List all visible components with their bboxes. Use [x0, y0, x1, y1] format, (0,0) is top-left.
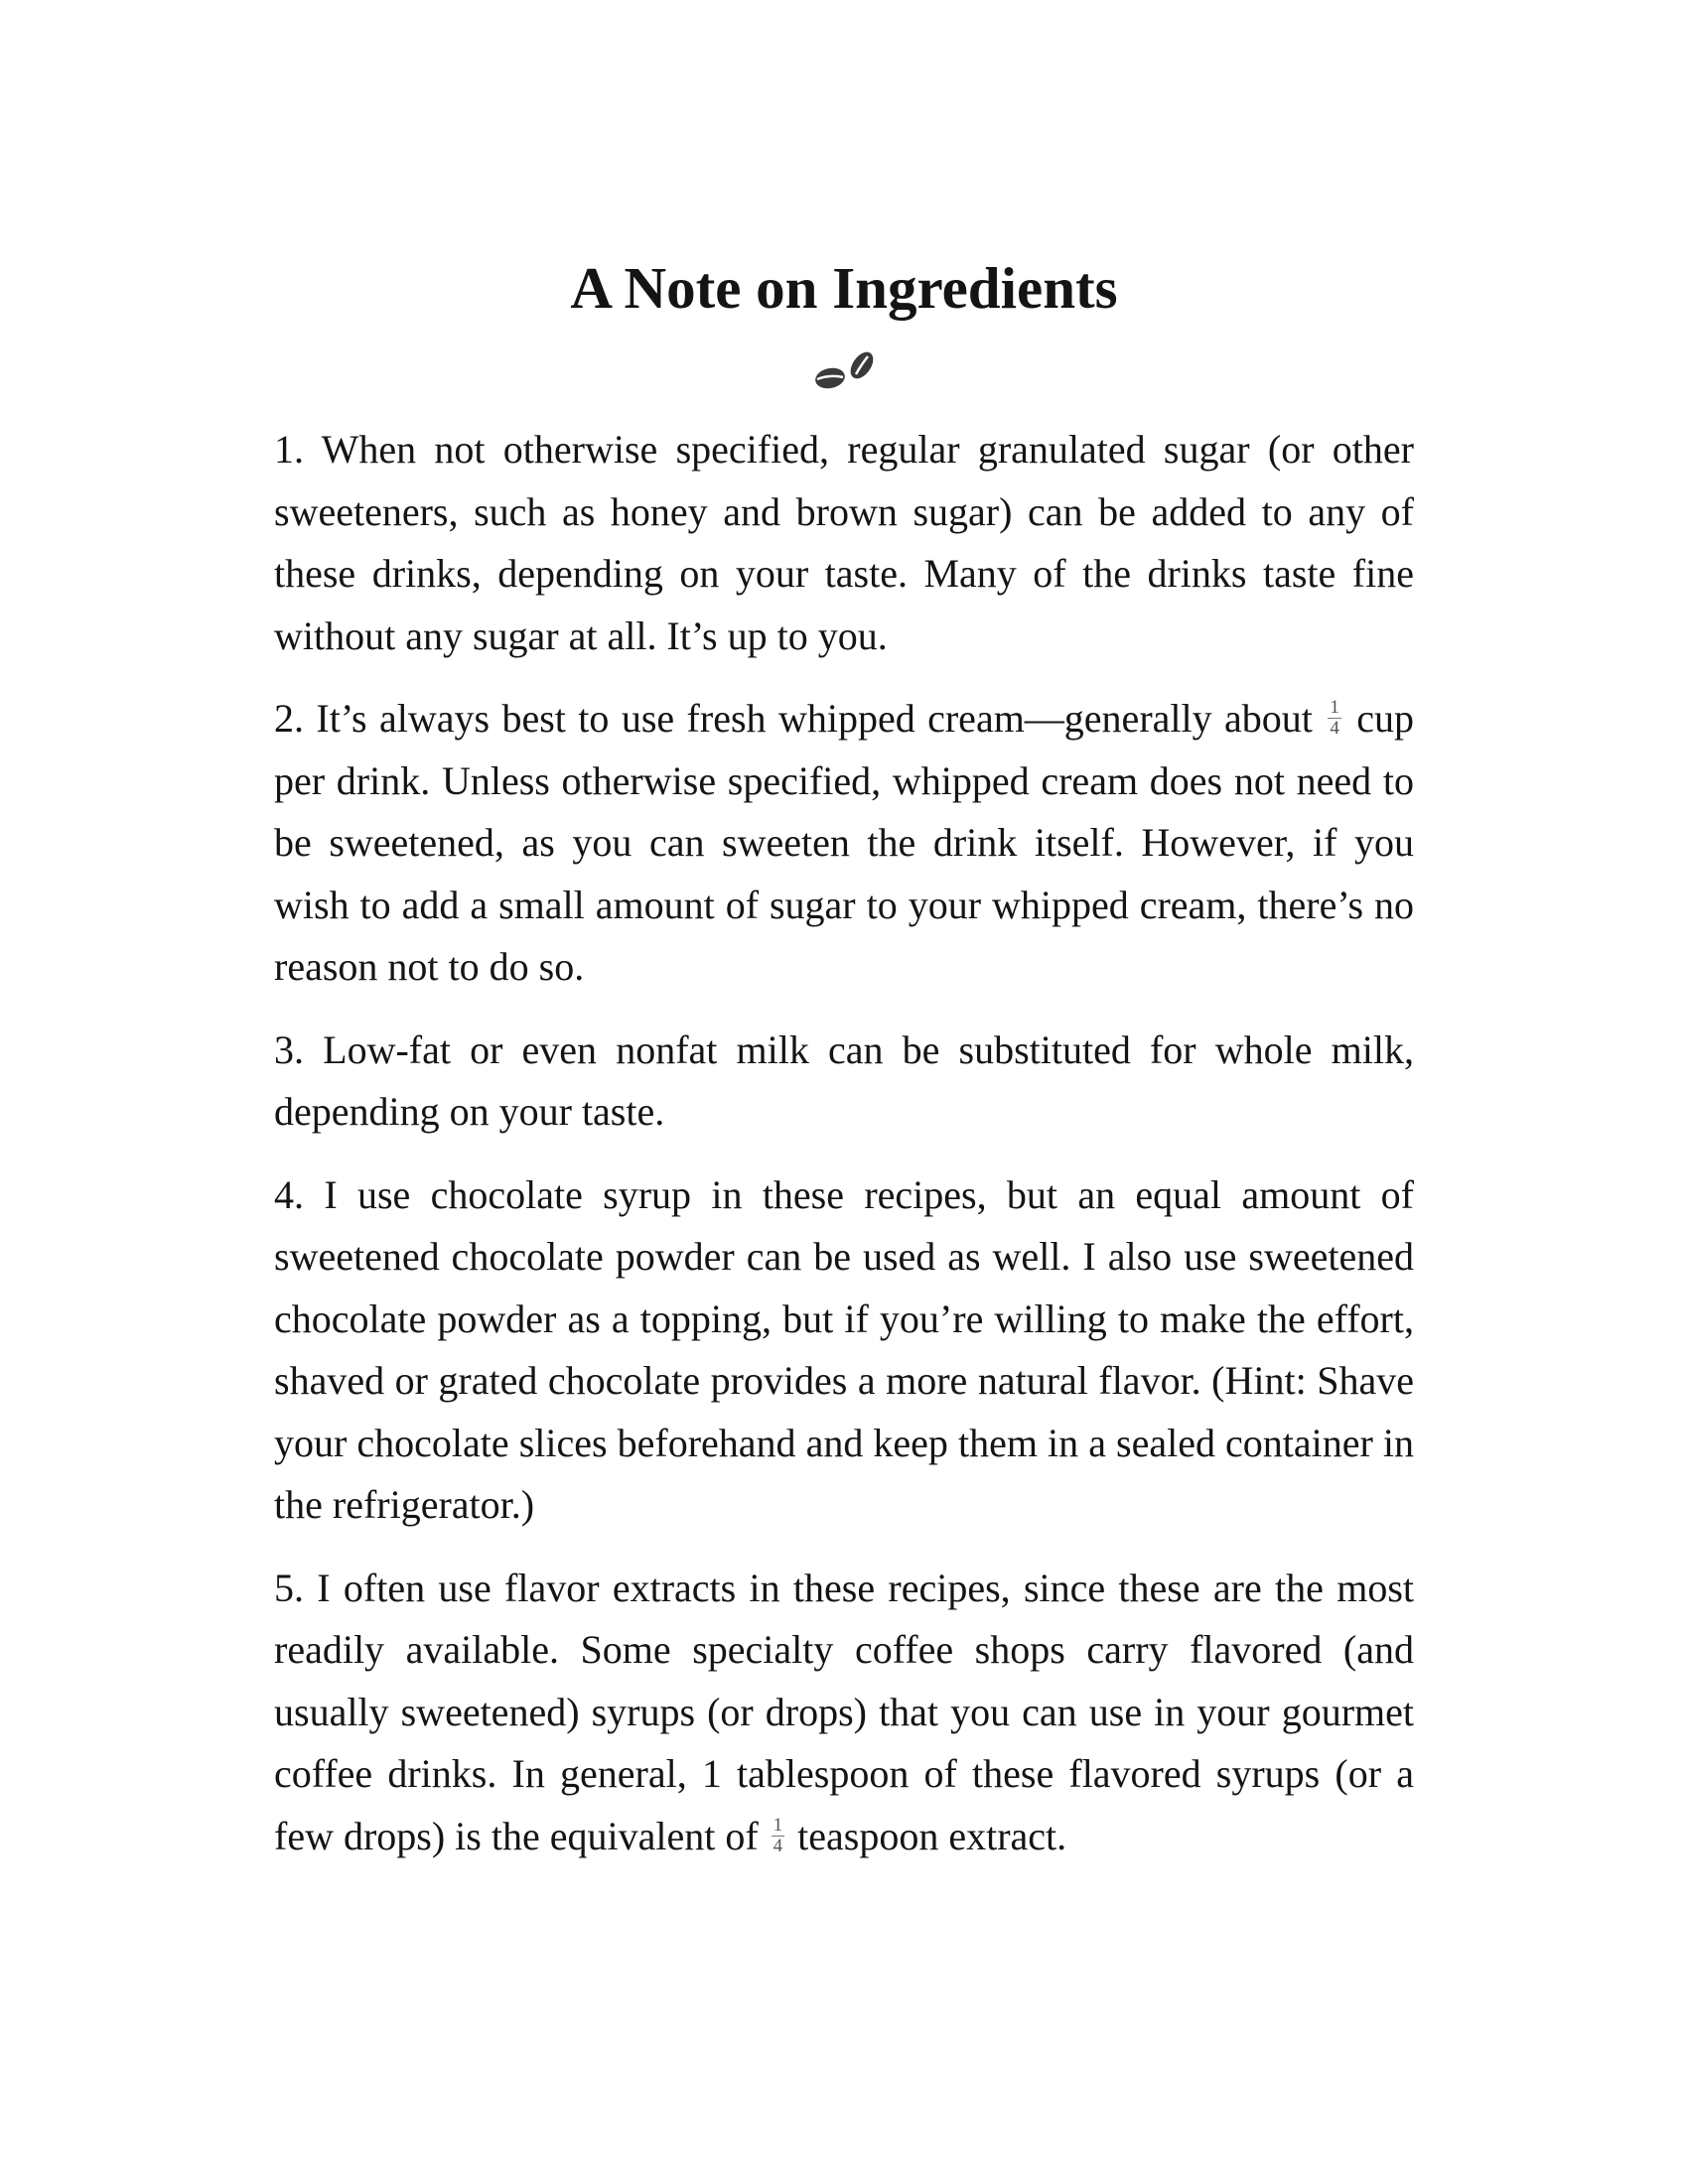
note-2-text-after: cup per drink. Unless otherwise specified, whipped cream does not need to be sweetened, as you can sweeten the drink itself. However, if you wish to add a small amount of sugar to your whipped cream, there’s no reason not to do so. [274, 696, 1414, 989]
page-title: A Note on Ingredients [570, 255, 1118, 321]
note-paragraph-5 [274, 1558, 1414, 1868]
page [274, 248, 1414, 1888]
note-5-text-after: teaspoon extract. [787, 1813, 1067, 1858]
ingredients-notes [274, 419, 1414, 1867]
note-2-text-before: 2. It’s always best to use fresh whipped cream—generally about [274, 696, 1326, 741]
fraction-one-quarter [772, 1816, 785, 1856]
note-paragraph-2 [274, 688, 1414, 999]
fraction-denominator: 4 [1330, 718, 1339, 740]
note-paragraph-3: 3. Low-fat or even nonfat milk can be substituted for whole milk, depending on your taste. [274, 1026, 1414, 1134]
coffee-beans-icon [794, 341, 894, 401]
note-5-text-before: 5. I often use flavor extracts in these recipes, since these are the most readily available. Some specialty coffee shops carry flavored (and usually sweetened) syrups (or drops) that you can use in your gourmet coffee drinks. In general, 1 tablespoon of these flavored syrups (or a few drops) is the equivalent of [274, 1565, 1414, 1858]
fraction-numerator: 1 [1330, 697, 1339, 719]
note-paragraph-1: 1. When not otherwise specified, regular granulated sugar (or other sweeteners, such as honey and brown sugar) can be added to any of these drinks, depending on your taste. Many of the drinks taste fine without any sugar at all. It’s up to you. [274, 427, 1414, 658]
fraction-one-quarter [1328, 698, 1341, 739]
coffee-bean-right [846, 348, 878, 383]
fraction-numerator: 1 [773, 1814, 783, 1836]
coffee-bean-left [813, 365, 847, 391]
note-paragraph-4: 4. I use chocolate syrup in these recipes, but an equal amount of sweetened chocolate powder can be used as well. I also use sweetened chocolate powder as a topping, but if you’re willing to make the effort, shaved or grated chocolate provides a more natural flavor. (Hint: Shave your chocolate slices beforehand and keep them in a sealed container in the refrigerator.) [274, 1171, 1414, 1527]
fraction-denominator: 4 [773, 1835, 783, 1856]
